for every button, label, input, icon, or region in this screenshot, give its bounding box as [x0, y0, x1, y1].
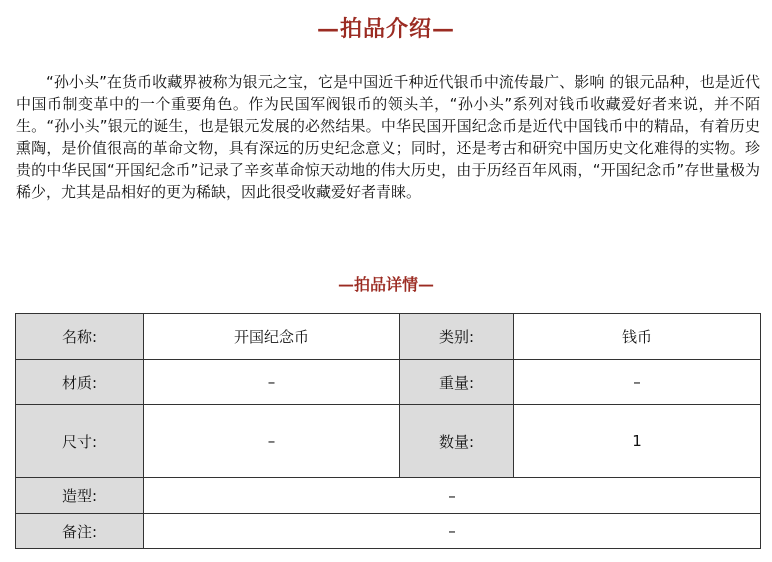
section-title-lot-intro: —拍品介绍— [316, 16, 455, 42]
label-weight: 重量: [400, 360, 514, 405]
value-name: 开国纪念币 [144, 314, 400, 360]
table-row-shape [16, 478, 761, 514]
table-row-material-weight [16, 360, 761, 405]
section-title-lot-details: —拍品详情— [337, 275, 434, 294]
table-row-name-category [16, 314, 761, 360]
table-row-size-quantity [16, 405, 761, 478]
value-material: – [144, 360, 400, 405]
label-quantity: 数量: [400, 405, 514, 478]
label-remarks: 备注: [16, 514, 144, 549]
table-row-remarks [16, 514, 761, 549]
label-category: 类别: [400, 314, 514, 360]
label-size: 尺寸: [16, 405, 144, 478]
label-shape: 造型: [16, 478, 144, 514]
value-remarks: – [144, 514, 761, 549]
label-material: 材质: [16, 360, 144, 405]
label-name: 名称: [16, 314, 144, 360]
value-size: – [144, 405, 400, 478]
value-category: 钱币 [514, 314, 761, 360]
value-quantity: 1 [514, 405, 761, 478]
details-table [15, 313, 761, 549]
intro-paragraph: “孙小头”在货币收藏界被称为银元之宝，它是中国近千种近代银币中流传最广、影响 的银元品种，也是近代中国币制变革中的一个重要角色。作为民国军阀银币的领头羊，“孙小头”系列对钱币收藏爱好者来说，并不陌生。“孙小头”银元的诞生，也是银元发展的必然结果。中华民国开国纪念币是近代中国钱币中的精品，有着历史熏陶，是价值很高的革命文物，具有深远的历史纪念意义；同时，还是考古和研究中国历史文化难得的实物。珍贵的中华民国“开国纪念币”记录了辛亥革命惊天动地的伟大历史，由于历经百年风雨，“开国纪念币”存世量极为稀少，尤其是品相好的更为稀缺，因此很受收藏爱好者青睐。 [16, 73, 760, 201]
value-shape: – [144, 478, 761, 514]
value-weight: – [514, 360, 761, 405]
